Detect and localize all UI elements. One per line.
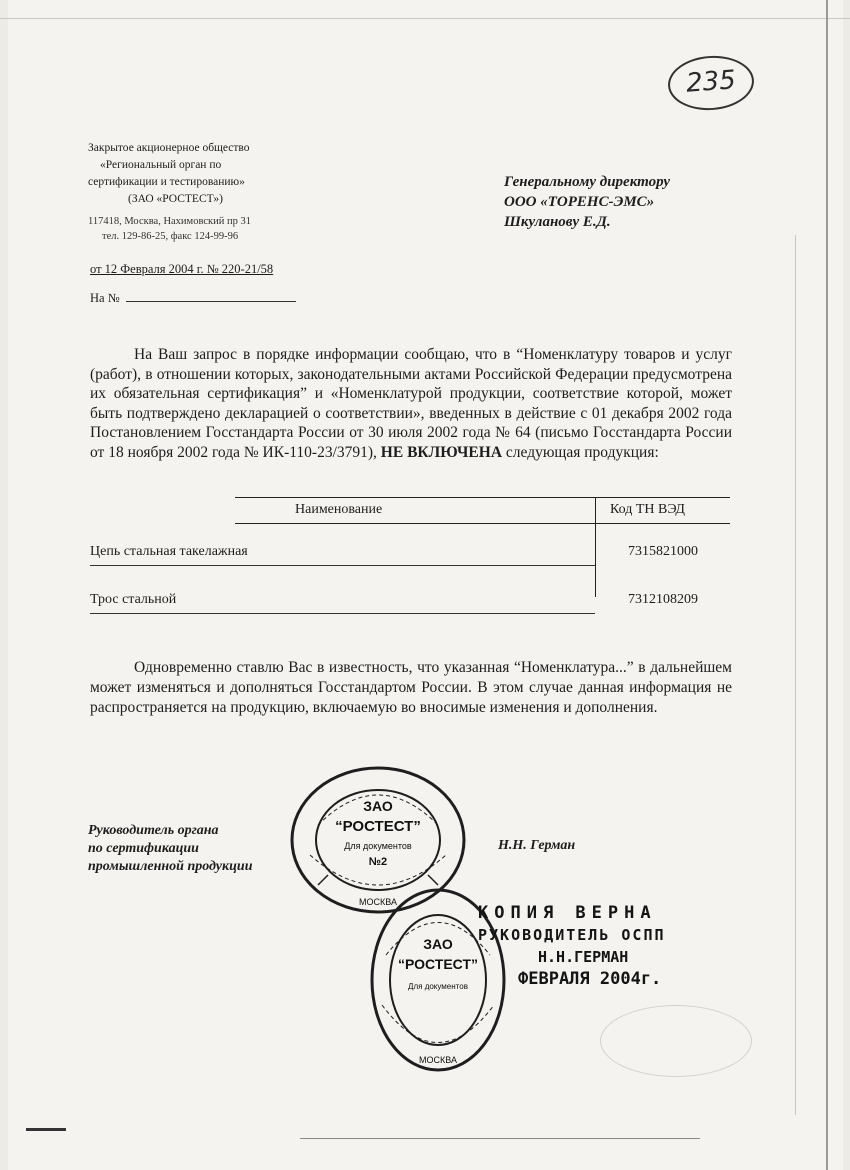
scan-line	[300, 1138, 700, 1139]
signer-title	[88, 822, 252, 876]
sender-address: 117418, Москва, Нахимовский пр 31	[88, 216, 251, 227]
stamp-center-line: ЗАО	[363, 798, 393, 814]
stamp-center-line: “РОСТЕСТ”	[397, 956, 479, 972]
copy-line: ФЕВРАЛЯ 2004г.	[518, 969, 662, 989]
row-code: 7315821000	[628, 544, 698, 559]
recipient-line: ООО «ТОРЕНС-ЭМС»	[504, 194, 655, 210]
recipient-block	[504, 172, 670, 232]
table-rule	[235, 497, 730, 498]
bleed-line	[795, 235, 796, 1115]
reference-line	[90, 290, 296, 306]
stamp-bottom-text: МОСКВА	[419, 1055, 457, 1065]
header-name: Наименование	[295, 502, 383, 517]
header-code: Код ТН ВЭД	[610, 502, 685, 517]
product-table	[90, 497, 730, 607]
signer-title-line: по сертификации	[88, 841, 199, 856]
row-rule	[90, 565, 595, 566]
margin-mark	[26, 1128, 66, 1131]
paragraph-2-text: Одновременно ставлю Вас в известность, что указанная “Номенклатура...” в дальнейшем может изменяться и дополняться Госстандартом России. В этом случае данная информация не распространяется на продукцию, включаемую во вносимые изменения и дополнения.	[90, 659, 732, 716]
row-rule	[90, 613, 595, 614]
not-included-emphasis: НЕ ВКЛЮЧЕНА	[380, 443, 503, 461]
page-edge-right	[826, 0, 828, 1170]
sender-line: сертификации и тестированию»	[88, 176, 245, 188]
stamp-center-line: Для документов	[408, 982, 468, 991]
paragraph-1-text: На Ваш запрос в порядке информации сообщаю, что в “Номенклатуру товаров и услуг (работ), в отношении которых, законодательными актами Российской Федерации предусмотрена их обязательная сертификация” и «Номенклатурой продукции, соответствие которой, может быть подтверждено декларацией о соответствии», введенных в действие с 01 декабря 2002 года Постановлением Госстандарта России от 30 июля 2002 года № 64 (письмо Госстандарта России от 18 ноября 2002 года № ИК-110-23/3791),	[90, 346, 732, 461]
table-header	[90, 497, 730, 523]
signer-name: Н.Н. Герман	[498, 838, 576, 853]
recipient-line: Шкуланову Е.Д.	[504, 214, 611, 230]
recipient-line: Генеральному директору	[504, 174, 671, 190]
paragraph-1	[90, 345, 732, 462]
copy-line: РУКОВОДИТЕЛЬ ОСПП	[478, 926, 666, 944]
column-separator	[595, 497, 596, 597]
paragraph-1-tail: следующая продукция:	[502, 443, 659, 461]
reference-blank	[126, 290, 296, 302]
bleed-through-box	[600, 1005, 752, 1077]
stamp-center-line: №2	[368, 856, 388, 868]
page-edge-top	[0, 18, 850, 19]
stamp-bottom-text: МОСКВА	[359, 897, 397, 907]
sender-phone: тел. 129-86-25, факс 124-99-96	[102, 231, 239, 242]
stamp-center-line: “РОСТЕСТ”	[335, 818, 421, 835]
row-code: 7312108209	[628, 592, 698, 607]
copy-line: КОПИЯ ВЕРНА	[478, 903, 657, 923]
sender-block	[88, 140, 348, 244]
copy-certification	[478, 902, 666, 990]
sender-line: «Региональный орган по	[100, 159, 222, 171]
row-name: Трос стальной	[90, 592, 177, 607]
stamp-center-line: Для документов	[344, 841, 412, 851]
sender-line: Закрытое акционерное общество	[88, 142, 250, 154]
stamp-center-line: ЗАО	[423, 936, 453, 952]
sender-line: (ЗАО «РОСТЕСТ»)	[128, 193, 223, 205]
signer-title-line: Руководитель органа	[88, 823, 219, 838]
paragraph-2	[90, 658, 732, 718]
table-rule	[235, 523, 730, 524]
copy-line: Н.Н.ГЕРМАН	[538, 948, 629, 966]
reference-prefix: На №	[90, 291, 120, 305]
row-name: Цепь стальная такелажная	[90, 544, 248, 559]
outgoing-number: от 12 Февраля 2004 г. № 220-21/58	[90, 262, 274, 276]
handwritten-number: 235	[666, 53, 756, 113]
signer-title-line: промышленной продукции	[88, 859, 253, 874]
